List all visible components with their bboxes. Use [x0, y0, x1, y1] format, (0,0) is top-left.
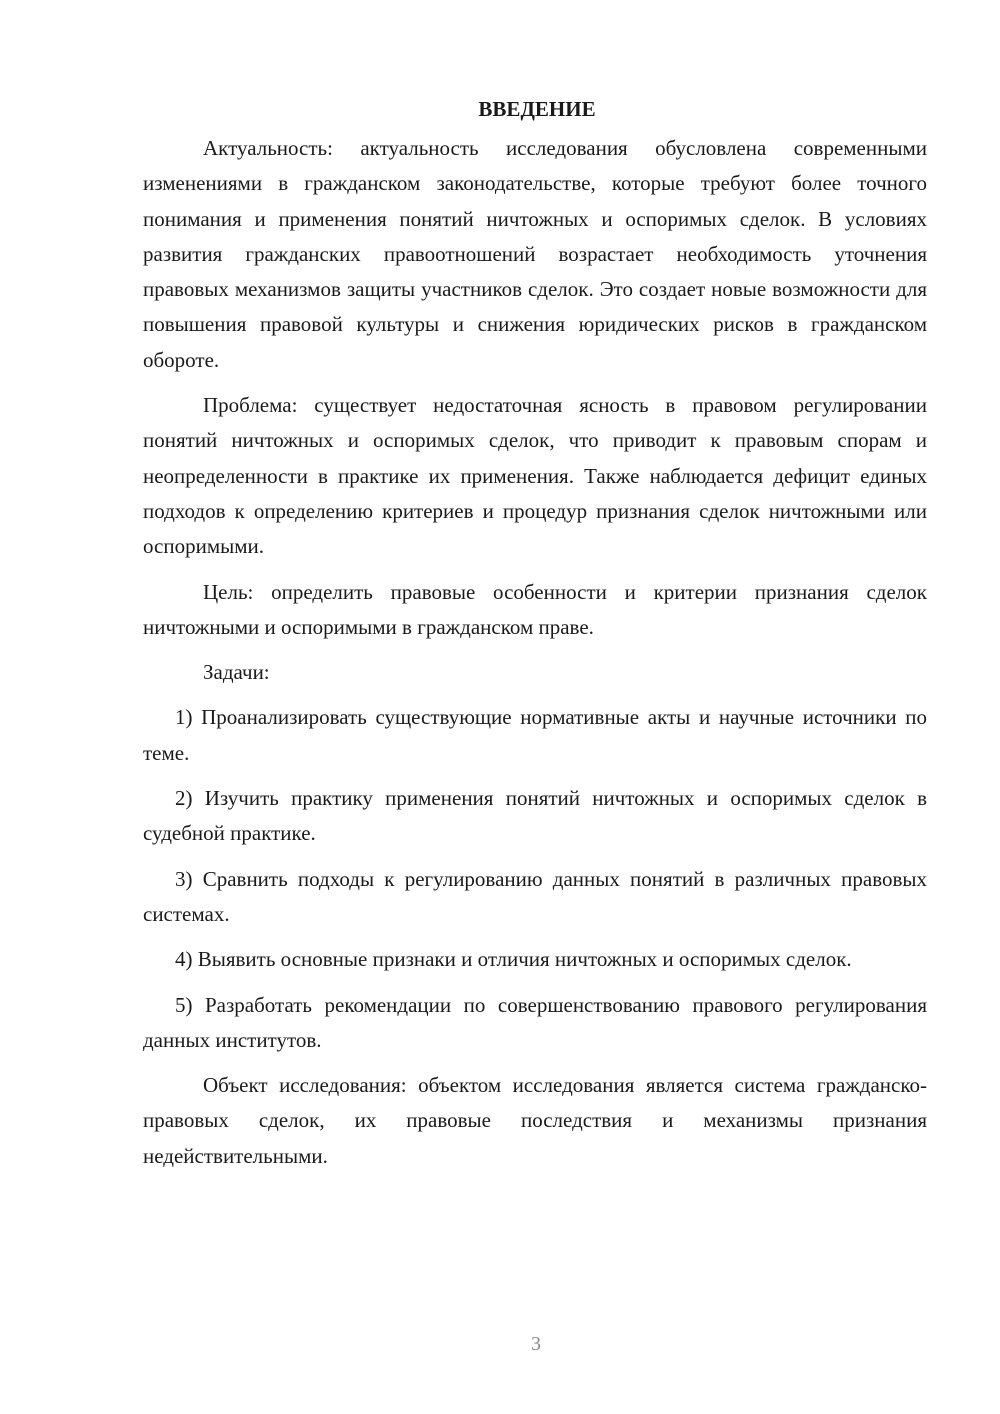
list-item: 3) Сравнить подходы к регулированию данных понятий в различных правовых системах.: [143, 866, 927, 926]
paragraph-problem: Проблема: существует недостаточная ясность в правовом регулировании понятий ничтожных и оспоримых сделок, что приводит к правовым спорам и неопределенности в практике их применения. Также наблюдается дефицит единых подходов к определению критериев и процедур признания сделок ничтожными или оспоримыми.: [143, 393, 927, 559]
list-item: 2) Изучить практику применения понятий ничтожных и оспоримых сделок в судебной практике.: [143, 786, 927, 846]
page-title: ВВЕДЕНИЕ: [478, 97, 596, 121]
tasks-label: Задачи:: [203, 660, 270, 685]
list-item: 5) Разработать рекомендации по совершенствованию правового регулирования данных институтов.: [143, 992, 927, 1052]
page-content: [143, 92, 927, 1184]
tasks-list: [143, 700, 927, 1058]
page-number: 3: [531, 1333, 541, 1355]
list-item: 4) Выявить основные признаки и отличия ничтожных и оспоримых сделок.: [175, 947, 852, 972]
paragraph-relevance: Актуальность: актуальность исследования обусловлена современными изменениями в гражданском законодательстве, которые требуют более точного понимания и применения понятий ничтожных и оспоримых сделок. В условиях развития гражданских правоотношений возрастает необходимость уточнения правовых механизмов защиты участников сделок. Это создает новые возможности для повышения правовой культуры и снижения юридических рисков в гражданском обороте.: [143, 136, 927, 372]
paragraph-object: Объект исследования: объектом исследования является система гражданско-правовых сделок, их правовые последствия и механизмы признания недействительными.: [143, 1073, 927, 1168]
paragraph-goal: Цель: определить правовые особенности и критерии признания сделок ничтожными и оспоримыми в гражданском праве.: [143, 579, 927, 639]
list-item: 1) Проанализировать существующие нормативные акты и научные источники по теме.: [143, 705, 927, 765]
